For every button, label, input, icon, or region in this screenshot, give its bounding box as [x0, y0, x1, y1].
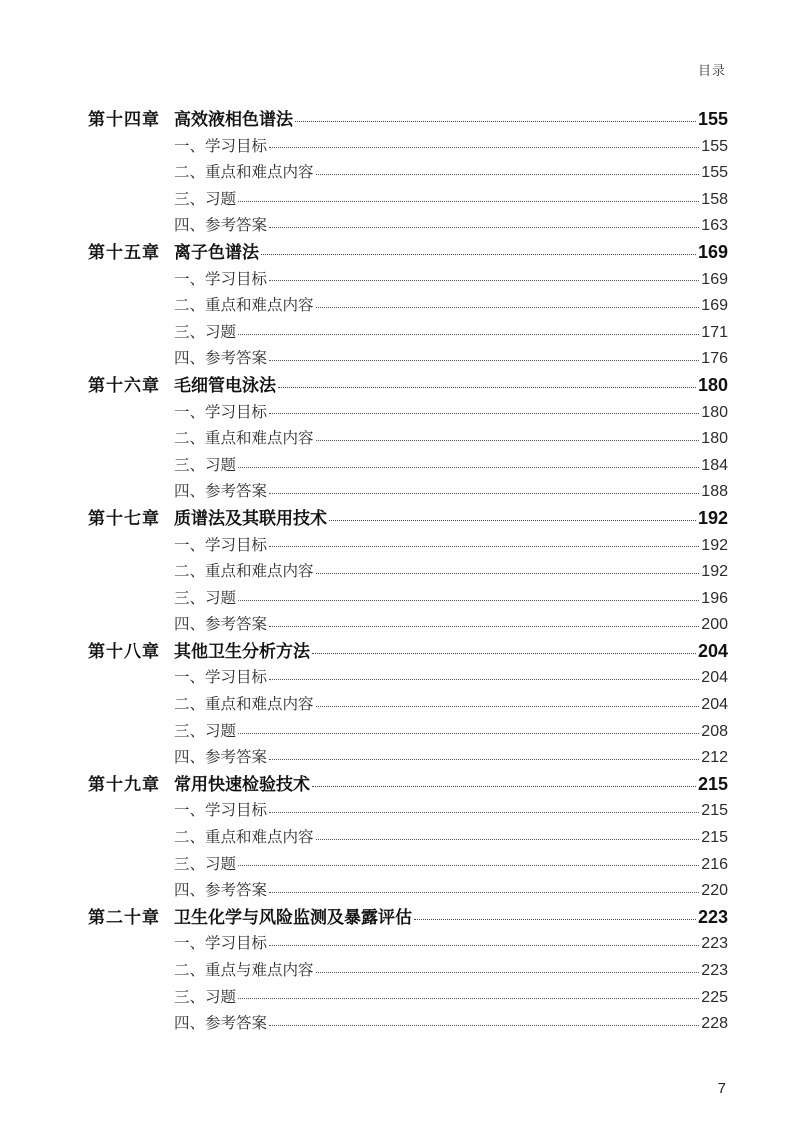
section-title: 三、习题	[174, 189, 237, 208]
toc-section-entry[interactable]	[88, 797, 728, 824]
dot-leader	[316, 564, 700, 580]
toc-section-entry[interactable]	[88, 478, 728, 505]
section-title: 一、学习目标	[174, 402, 268, 421]
dot-leader	[269, 750, 699, 766]
toc-section-entry[interactable]	[88, 399, 728, 426]
section-title: 一、学习目标	[174, 136, 268, 155]
toc-section-entry[interactable]	[88, 824, 728, 851]
section-page-number: 228	[701, 1015, 728, 1033]
toc-section-entry[interactable]	[88, 851, 728, 878]
toc-section-entry[interactable]	[88, 718, 728, 745]
table-of-contents	[88, 106, 728, 1037]
section-page-number: 155	[701, 164, 728, 182]
dot-leader	[269, 351, 699, 367]
dot-leader	[238, 723, 699, 739]
dot-leader	[316, 830, 700, 846]
dot-leader	[269, 1016, 699, 1032]
page-number: 7	[717, 1080, 726, 1097]
dot-leader	[269, 404, 699, 420]
section-page-number: 220	[701, 882, 728, 900]
toc-section-entry[interactable]	[88, 452, 728, 479]
section-page-number: 180	[701, 403, 728, 421]
chapter-title: 毛细管电泳法	[174, 375, 276, 396]
dot-leader	[295, 111, 696, 128]
section-title: 二、重点和难点内容	[174, 429, 314, 448]
chapter-title: 其他卫生分析方法	[174, 641, 310, 662]
toc-section-entry[interactable]	[88, 957, 728, 984]
chapter-title: 卫生化学与风险监测及暴露评估	[174, 907, 412, 928]
section-page-number: 184	[701, 456, 728, 474]
section-title: 四、参考答案	[174, 748, 268, 767]
toc-section-entry[interactable]	[88, 691, 728, 718]
chapter-title: 高效液相色谱法	[174, 110, 293, 130]
section-title: 二、重点和难点内容	[174, 296, 314, 315]
section-page-number: 158	[701, 190, 728, 208]
dot-leader	[316, 697, 700, 713]
dot-leader	[269, 936, 699, 952]
toc-section-entry[interactable]	[88, 345, 728, 372]
dot-leader	[278, 377, 696, 394]
toc-chapter-entry[interactable]	[88, 771, 728, 798]
section-page-number: 192	[701, 536, 728, 554]
toc-chapter-entry[interactable]	[88, 505, 728, 532]
dot-leader	[238, 989, 699, 1005]
dot-leader	[269, 617, 699, 633]
chapter-title: 质谱法及其联用技术	[174, 508, 327, 529]
dot-leader	[329, 510, 696, 527]
toc-section-entry[interactable]	[88, 212, 728, 239]
dot-leader	[238, 856, 699, 872]
toc-section-entry[interactable]	[88, 1010, 728, 1037]
section-title: 二、重点和难点内容	[174, 828, 314, 847]
dot-leader	[316, 298, 700, 314]
toc-section-entry[interactable]	[88, 558, 728, 585]
section-title: 二、重点和难点内容	[174, 562, 314, 581]
toc-section-entry[interactable]	[88, 664, 728, 691]
dot-leader	[269, 803, 699, 819]
chapter-page-number: 215	[697, 773, 728, 794]
section-page-number: 204	[701, 669, 728, 687]
section-page-number: 163	[701, 217, 728, 235]
chapter-title: 离子色谱法	[174, 242, 259, 263]
dot-leader	[312, 776, 696, 793]
section-title: 四、参考答案	[174, 216, 268, 235]
section-page-number: 215	[701, 829, 728, 847]
toc-chapter-entry[interactable]	[88, 638, 728, 665]
dot-leader	[238, 457, 699, 473]
toc-section-entry[interactable]	[88, 744, 728, 771]
section-page-number: 225	[701, 988, 728, 1006]
section-title: 一、学习目标	[174, 269, 268, 288]
section-page-number: 215	[701, 802, 728, 820]
toc-section-entry[interactable]	[88, 292, 728, 319]
chapter-page-number: 180	[697, 374, 728, 395]
running-header: 目录	[697, 64, 726, 79]
dot-leader	[269, 670, 699, 686]
section-page-number: 223	[701, 935, 728, 953]
chapter-number: 第十五章	[88, 242, 160, 263]
section-page-number: 169	[701, 297, 728, 315]
section-page-number: 212	[701, 749, 728, 767]
toc-chapter-entry[interactable]	[88, 239, 728, 266]
toc-section-entry[interactable]	[88, 585, 728, 612]
chapter-page-number: 223	[697, 906, 728, 927]
toc-section-entry[interactable]	[88, 532, 728, 559]
chapter-number: 第十八章	[88, 641, 160, 662]
chapter-title: 常用快速检验技术	[174, 774, 310, 795]
chapter-number: 第十七章	[88, 508, 160, 529]
section-page-number: 196	[701, 589, 728, 607]
section-title: 三、习题	[174, 588, 237, 607]
section-page-number: 208	[701, 722, 728, 740]
section-title: 三、习题	[174, 721, 237, 740]
section-title: 三、习题	[174, 987, 237, 1006]
toc-section-entry[interactable]	[88, 186, 728, 213]
section-title: 三、习题	[174, 455, 237, 474]
dot-leader	[316, 431, 700, 447]
chapter-number: 第十四章	[88, 110, 160, 130]
section-page-number: 188	[701, 483, 728, 501]
section-title: 一、学习目标	[174, 535, 268, 554]
section-title: 三、习题	[174, 854, 237, 873]
chapter-page-number: 192	[697, 507, 728, 528]
dot-leader	[312, 643, 696, 660]
section-page-number: 155	[701, 137, 728, 155]
chapter-number: 第十六章	[88, 375, 160, 396]
section-page-number: 200	[701, 616, 728, 634]
toc-section-entry[interactable]	[88, 159, 728, 186]
toc-section-entry[interactable]	[88, 425, 728, 452]
section-title: 四、参考答案	[174, 482, 268, 501]
section-title: 四、参考答案	[174, 615, 268, 634]
dot-leader	[269, 218, 699, 234]
section-title: 一、学习目标	[174, 801, 268, 820]
dot-leader	[261, 244, 696, 261]
toc-chapter-entry[interactable]	[88, 106, 728, 133]
dot-leader	[269, 883, 699, 899]
toc-section-entry[interactable]	[88, 877, 728, 904]
section-page-number: 192	[701, 563, 728, 581]
section-page-number: 169	[701, 270, 728, 288]
dot-leader	[269, 537, 699, 553]
dot-leader	[269, 138, 699, 154]
toc-section-entry[interactable]	[88, 930, 728, 957]
section-title: 四、参考答案	[174, 1014, 268, 1033]
toc-chapter-entry[interactable]	[88, 372, 728, 399]
section-title: 二、重点和难点内容	[174, 695, 314, 714]
dot-leader	[238, 191, 699, 207]
section-page-number: 204	[701, 696, 728, 714]
dot-leader	[238, 324, 699, 340]
toc-section-entry[interactable]	[88, 133, 728, 160]
dot-leader	[238, 590, 699, 606]
dot-leader	[316, 963, 700, 979]
section-title: 一、学习目标	[174, 934, 268, 953]
section-page-number: 171	[701, 323, 728, 341]
section-page-number: 176	[701, 350, 728, 368]
toc-chapter-entry[interactable]	[88, 904, 728, 931]
section-title: 二、重点和难点内容	[174, 163, 314, 182]
section-title: 三、习题	[174, 322, 237, 341]
toc-section-entry[interactable]	[88, 984, 728, 1011]
toc-section-entry[interactable]	[88, 266, 728, 293]
section-title: 二、重点与难点内容	[174, 961, 314, 979]
chapter-page-number: 169	[697, 241, 728, 262]
section-page-number: 223	[701, 962, 728, 979]
dot-leader	[316, 165, 700, 181]
section-page-number: 216	[701, 855, 728, 873]
dot-leader	[269, 271, 699, 287]
chapter-number: 第十九章	[88, 774, 160, 795]
section-title: 四、参考答案	[174, 349, 268, 368]
toc-section-entry[interactable]	[88, 611, 728, 638]
dot-leader	[269, 484, 699, 500]
section-title: 四、参考答案	[174, 881, 268, 900]
chapter-page-number: 204	[697, 640, 728, 661]
section-title: 一、学习目标	[174, 668, 268, 687]
chapter-page-number: 155	[697, 109, 728, 129]
toc-section-entry[interactable]	[88, 319, 728, 346]
dot-leader	[414, 909, 696, 926]
section-page-number: 180	[701, 430, 728, 448]
chapter-number: 第二十章	[88, 907, 160, 928]
